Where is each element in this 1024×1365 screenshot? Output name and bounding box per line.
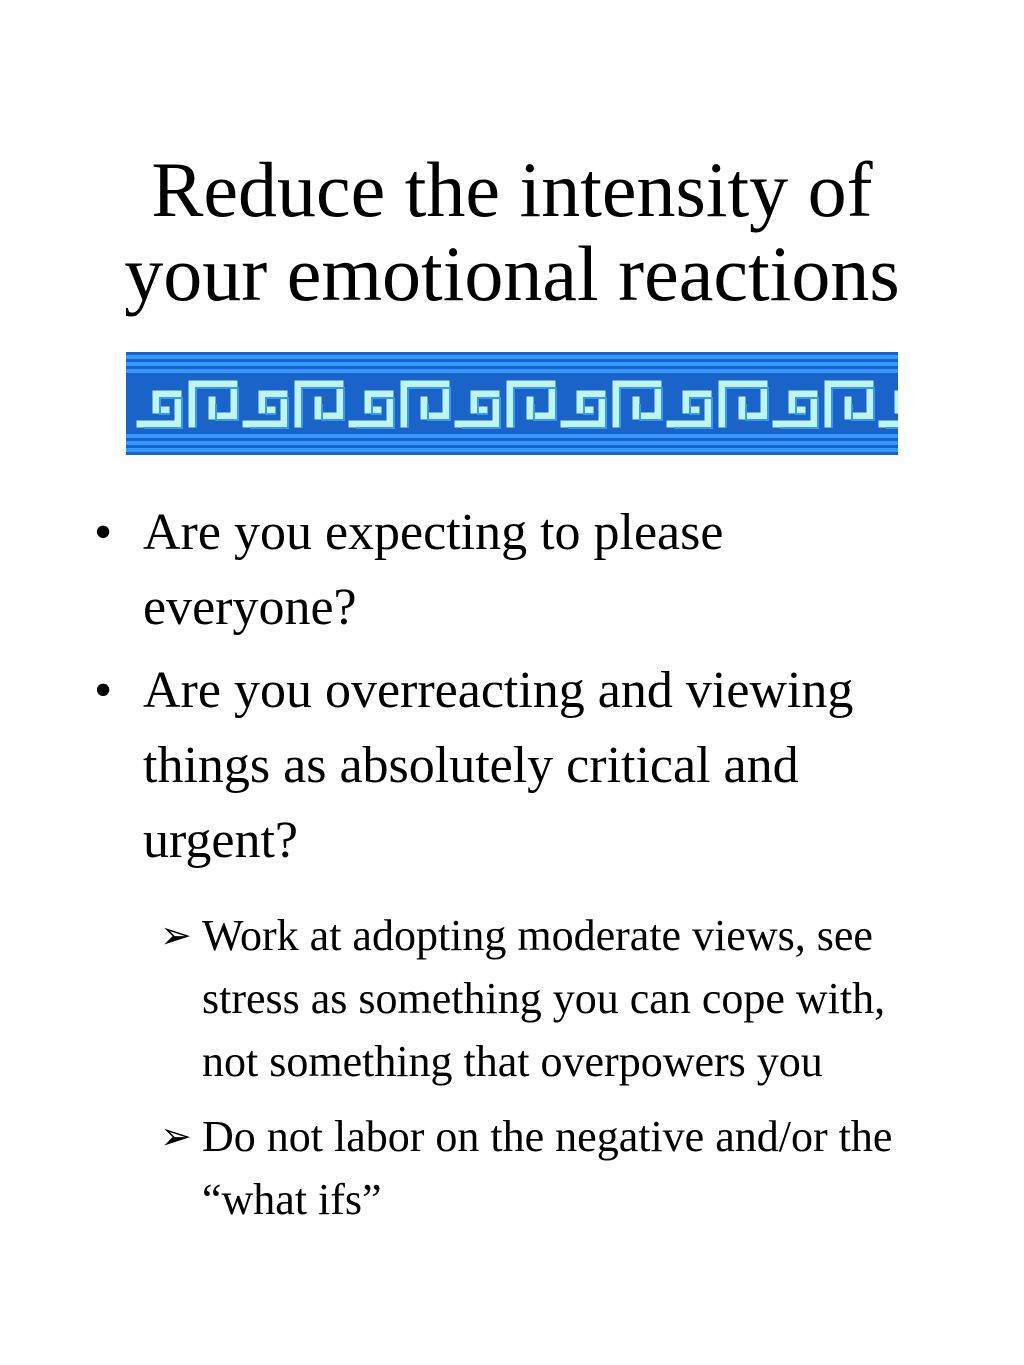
slide-title <box>0 148 1024 316</box>
bullet-item-1 <box>0 495 883 645</box>
title-line-1: Reduce the intensity of <box>151 146 873 233</box>
bullet-marker: • <box>94 504 113 561</box>
sub-bullet-list <box>0 904 1024 1231</box>
sub-bullet-text-2: Do not labor on the negative and/or the “what ifs” <box>202 1112 893 1224</box>
bullet-item-2 <box>0 653 883 878</box>
bullet-text-1: Are you expecting to please everyone? <box>143 504 724 636</box>
bullet-marker: • <box>94 662 113 719</box>
sub-bullet-item-2 <box>0 1105 942 1231</box>
slide-content <box>0 495 1024 1243</box>
arrow-bullet-icon: ➢ <box>160 913 192 957</box>
title-line-2: your emotional reactions <box>124 230 900 317</box>
greek-key-border-icon <box>126 352 898 455</box>
sub-bullet-item-1 <box>0 904 942 1093</box>
arrow-bullet-icon: ➢ <box>160 1114 192 1158</box>
bullet-text-2: Are you overreacting and viewing things as absolutely critical and urgent? <box>143 662 854 869</box>
sub-bullet-text-1: Work at adopting moderate views, see stress as something you can cope with, not something that overpowers you <box>202 911 886 1086</box>
